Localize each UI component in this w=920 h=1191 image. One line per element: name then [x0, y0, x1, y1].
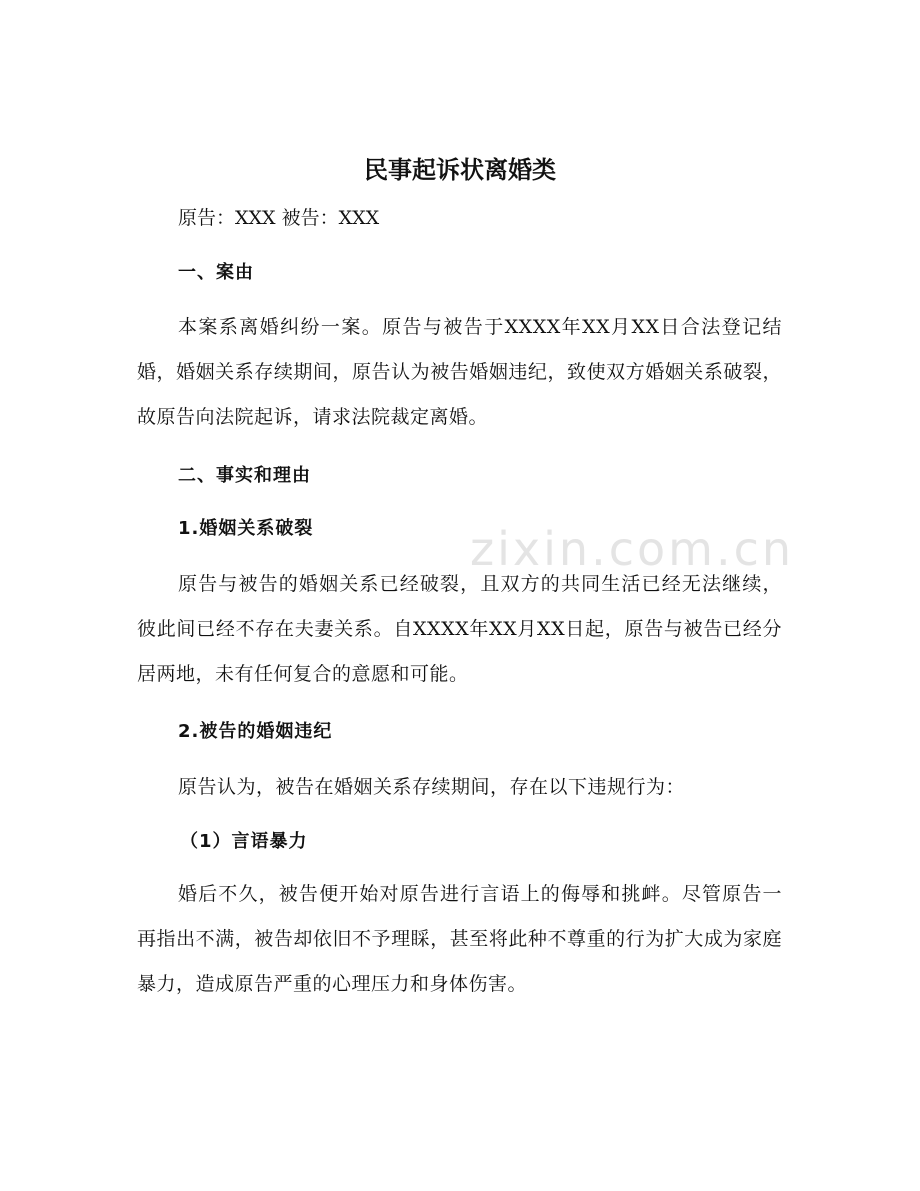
section-heading-facts: 二、事实和理由	[178, 465, 311, 486]
subheading-marriage-broken: 1.婚姻关系破裂	[178, 518, 314, 539]
violation-intro-paragraph: 原告认为，被告在婚姻关系存续期间，存在以下违规行为：	[178, 776, 686, 798]
section-heading-cause: 一、案由	[178, 262, 254, 283]
marriage-broken-paragraph: 原告与被告的婚姻关系已经破裂，且双方的共同生活已经无法继续，彼此间已经不存在夫妻关系。自XXXX年XX月XX日起，原告与被告已经分居两地，未有任何复合的意愿和可能。	[137, 573, 782, 685]
cause-paragraph: 本案系离婚纠纷一案。原告与被告于XXXX年XX月XX日合法登记结婚，婚姻关系存续期间，原告认为被告婚姻违纪，致使双方婚姻关系破裂，故原告向法院起诉，请求法院裁定离婚。	[137, 316, 782, 428]
parties-line: 原告：XXX 被告：XXX	[178, 207, 380, 229]
watermark: zixin.com.cn	[470, 522, 795, 576]
item-heading-verbal-abuse: （1）言语暴力	[180, 831, 308, 852]
document-title: 民事起诉状离婚类	[364, 156, 556, 184]
verbal-abuse-paragraph: 婚后不久，被告便开始对原告进行言语上的侮辱和挑衅。尽管原告一再指出不满，被告却依旧不予理睬，甚至将此种不尊重的行为扩大成为家庭暴力，造成原告严重的心理压力和身体伤害。	[137, 883, 782, 995]
subheading-defendant-violation: 2.被告的婚姻违纪	[178, 721, 333, 742]
